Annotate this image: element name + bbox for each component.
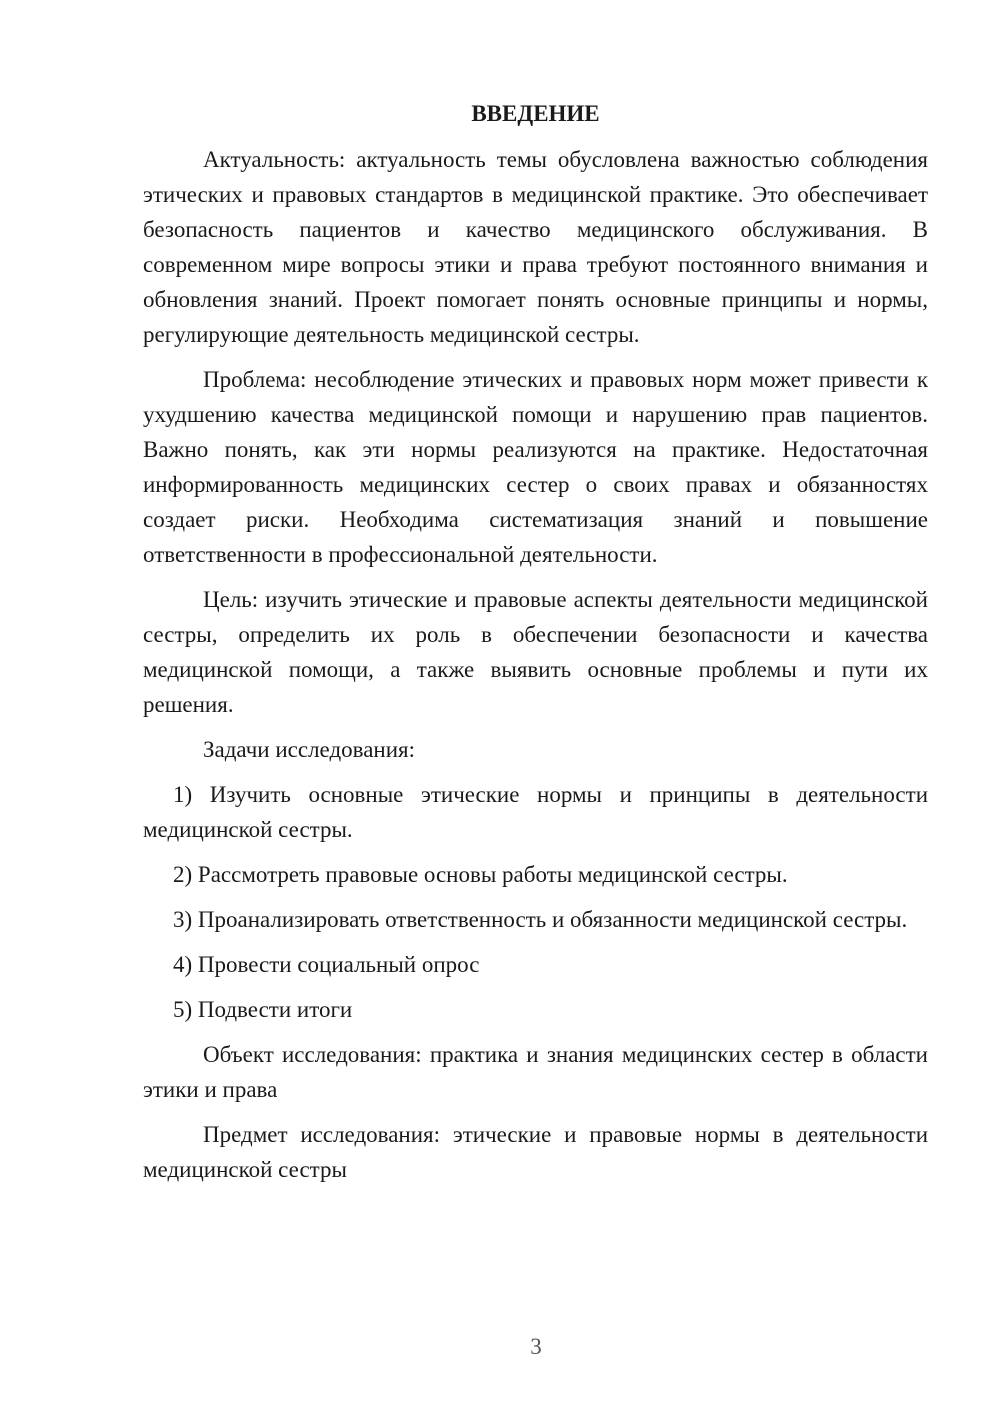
list-item: 4) Провести социальный опрос <box>173 952 480 977</box>
list-item: 1) Изучить основные этические нормы и принципы в деятельности медицинской сестры. <box>143 782 928 842</box>
problem-paragraph: Проблема: несоблюдение этических и правовых норм может привести к ухудшению качества медицинской помощи и нарушению прав пациентов. Важно понять, как эти нормы реализуются на практике. Недостаточная информированность медицинских сестер о своих правах и обязанностях создает риски. Необходима систематизация знаний и повышение ответственности в профессиональной деятельности. <box>143 367 928 567</box>
list-item: 3) Проанализировать ответственность и обязанности медицинской сестры. <box>173 907 908 932</box>
tasks-heading: Задачи исследования: <box>203 737 416 762</box>
list-item: 2) Рассмотреть правовые основы работы медицинской сестры. <box>173 862 788 887</box>
relevance-paragraph: Актуальность: актуальность темы обусловлена важностью соблюдения этических и правовых стандартов в медицинской практике. Это обеспечивает безопасность пациентов и качество медицинского обслуживания. В современном мире вопросы этики и права требуют постоянного внимания и обновления знаний. Проект помогает понять основные принципы и нормы, регулирующие деятельность медицинской сестры. <box>143 147 928 347</box>
page-content <box>143 96 928 1197</box>
research-subject-paragraph: Предмет исследования: этические и правовые нормы в деятельности медицинской сестры <box>143 1122 928 1182</box>
list-item: 5) Подвести итоги <box>173 997 353 1022</box>
research-object-paragraph: Объект исследования: практика и знания медицинских сестер в области этики и права <box>143 1042 928 1102</box>
tasks-list <box>143 777 928 1027</box>
page-number: 3 <box>530 1334 542 1359</box>
goal-paragraph: Цель: изучить этические и правовые аспекты деятельности медицинской сестры, определить их роль в обеспечении безопасности и качества медицинской помощи, а также выявить основные проблемы и пути их решения. <box>143 587 928 717</box>
page-title: ВВЕДЕНИЕ <box>471 101 600 126</box>
